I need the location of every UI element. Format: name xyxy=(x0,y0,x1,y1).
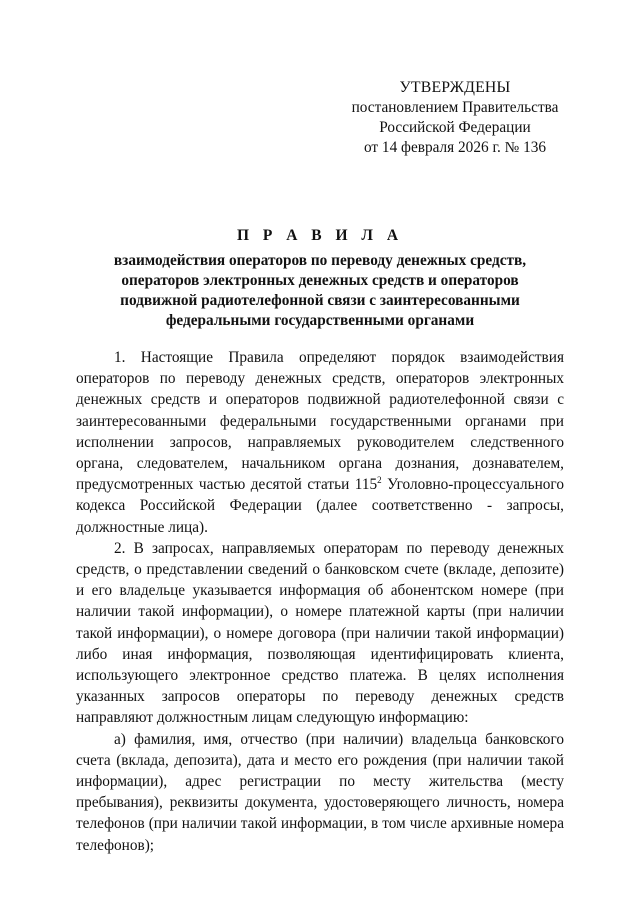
approval-line-decree: постановлением Правительства xyxy=(351,99,559,116)
paragraph-2-item-a: а) фамилия, имя, отчество (при наличии) владельца банковского счета (вклада, депозита), дата и место его рождения (при наличии такой информации), адрес регистрации по месту жительства (месту пребывания), реквизиты документа, удостоверяющего личность, номера телефонов (при наличии такой информации, в том числе архивные номера телефонов); xyxy=(76,730,564,854)
approval-stamp xyxy=(340,78,570,158)
document-title: П Р А В И Л А xyxy=(236,227,404,244)
paragraph-1-text: 1. Настоящие Правила определяют порядок взаимодействия операторов по переводу денежных средств, операторов электронных денежных средств и операторов подвижной радиотелефонной связи с заинтересованными федеральными государственными органами при исполнении запросов, направляемых руководителем следственного органа, следователем, начальником органа дознания, дознавателем, предусмотренных частью десятой статьи 115 xyxy=(76,349,564,494)
approval-line-authority: Российской Федерации xyxy=(379,119,531,136)
paragraph-1 xyxy=(76,347,564,538)
document-body xyxy=(76,347,564,856)
document-title-block xyxy=(80,226,560,331)
paragraph-2: 2. В запросах, направляемых операторам по переводу денежных средств, о представлении сведений о банковском счете (вкладе, депозите) и его владельце указывается информация об абонентском номере (при наличии такой информации), о номере платежной карты (при наличии такой информации), о номере договора (при наличии такой информации) либо иная информация, позволяющая идентифицировать клиента, использующего электронное средство платежа. В целях исполнения указанных запросов операторы по переводу денежных средств направляют должностным лицам следующую информацию: xyxy=(76,539,564,727)
document-subtitle: взаимодействия операторов по переводу денежных средств, операторов электронных денежных средств и операторов подвижной радиотелефонной связи с заинтересованными федеральными государственными органами xyxy=(113,252,527,329)
article-superscript: 2 xyxy=(377,475,382,486)
paragraph-1-text-end: Уголовно-процессуального кодекса Российской Федерации (далее соответственно - запросы, должностные лица). xyxy=(76,476,564,536)
approval-line-date-number: от 14 февраля 2026 г. № 136 xyxy=(363,139,547,156)
approval-heading: УТВЕРЖДЕНЫ xyxy=(399,79,511,96)
